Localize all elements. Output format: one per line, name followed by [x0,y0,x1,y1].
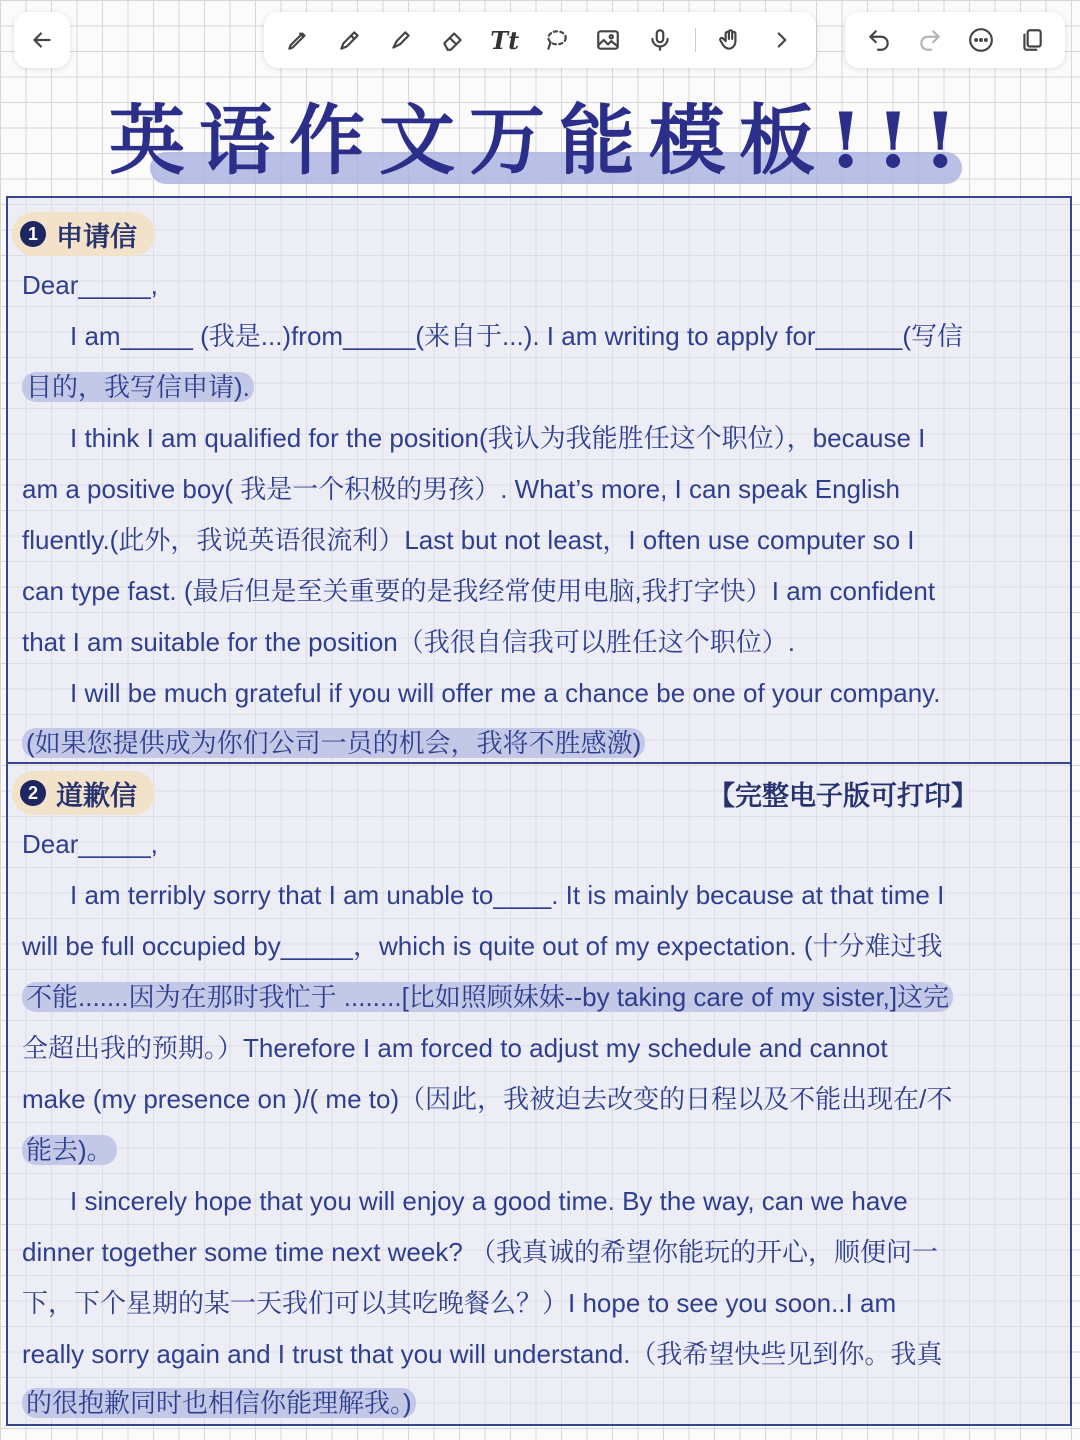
eraser-icon[interactable] [436,23,470,57]
s2-line-3-text: 不能.......因为在那时我忙于 ........[比如照顾妹妹--by taking care of my sister,]这完 [22,982,953,1012]
section1-label [12,212,155,256]
s2-line-6 [22,1125,1062,1175]
s2-line-6-text: 能去)。 [22,1135,117,1165]
s1-line-5: fluently.(此外，我说英语很流利）Last but not least，I often use computer so I [22,525,915,555]
s2-line-3 [22,972,1062,1022]
s1-line-0: Dear_____, [22,270,158,300]
image-icon[interactable] [591,23,625,57]
more-icon[interactable] [964,23,998,57]
s2-line-8: dinner together some time next week? （我真诚的希望你能玩的开心，顺便问一 [22,1237,939,1267]
pencil-icon[interactable] [333,23,367,57]
pen-icon[interactable] [281,23,315,57]
microphone-icon[interactable] [643,23,677,57]
s1-line-9 [22,718,1062,768]
s2-line-11 [22,1378,1062,1428]
s1-line-3: I think I am qualified for the position(我认为我能胜任这个职位），because I [70,423,926,453]
s1-line-7: that I am suitable for the position（我很自信我可以胜任这个职位）. [22,627,795,657]
s2-line-4: 全超出我的预期。）Therefore I am forced to adjust my schedule and cannot [22,1033,888,1063]
page-title: 英语作文万能模板!!! [108,96,972,185]
pages-icon[interactable] [1015,23,1049,57]
toolbar-divider [695,28,696,52]
chevron-right-icon[interactable] [765,23,799,57]
lasso-icon[interactable] [539,23,573,57]
redo-icon[interactable] [913,23,947,57]
s2-line-7: I sincerely hope that you will enjoy a good time. By the way, can we have [70,1186,908,1216]
s1-line-2-text: 目的，我写信申请). [22,372,254,402]
s2-line-0: Dear_____, [22,829,158,859]
hand-draw-icon[interactable] [713,23,747,57]
s2-line-9: 下，下个星期的某一天我们可以其吃晚餐么？）I hope to see you soon..I am [22,1288,897,1318]
arrow-left-icon[interactable] [25,23,59,57]
s1-line-1: I am_____ (我是...)from_____(来自于...). I am writing to apply for______(写信 [70,321,964,351]
actions-toolbar [845,12,1065,68]
s2-line-5: make (my presence on )/( me to)（因此，我被迫去改变的日程以及不能出现在/不 [22,1084,953,1114]
s1-line-2 [22,362,1062,412]
print-note: 【完整电子版可打印】 [708,781,978,811]
section1-title: 申请信 [56,221,137,252]
section2-number: 2 [20,780,46,806]
s1-line-6: can type fast. (最后但是至关重要的是我经常使用电脑,我打字快）I am confident [22,576,936,606]
s1-line-8: I will be much grateful if you will offer me a chance be one of your company. [70,678,941,708]
tools-toolbar [264,12,816,68]
section2-title: 道歉信 [56,780,137,811]
section2-label [12,771,155,815]
s2-line-2: will be full occupied by_____，which is quite out of my expectation. (十分难过我 [22,931,943,961]
section1-number: 1 [20,221,46,247]
s2-line-10: really sorry again and I trust that you will understand.（我希望快些见到你。我真 [22,1339,943,1369]
s2-line-1: I am terribly sorry that I am unable to____. It is mainly because at that time I [70,880,945,910]
text-tool-icon[interactable]: Tt [490,25,520,55]
undo-icon[interactable] [862,23,896,57]
s1-line-9-text: (如果您提供成为你们公司一员的机会，我将不胜感激) [22,728,645,758]
s1-line-4: am a positive boy( 我是一个积极的男孩）. What’s more, I can speak English [22,474,901,504]
s2-line-11-text: 的很抱歉同时也相信你能理解我。) [22,1388,416,1418]
marker-icon[interactable] [384,23,418,57]
back-group [14,12,70,68]
